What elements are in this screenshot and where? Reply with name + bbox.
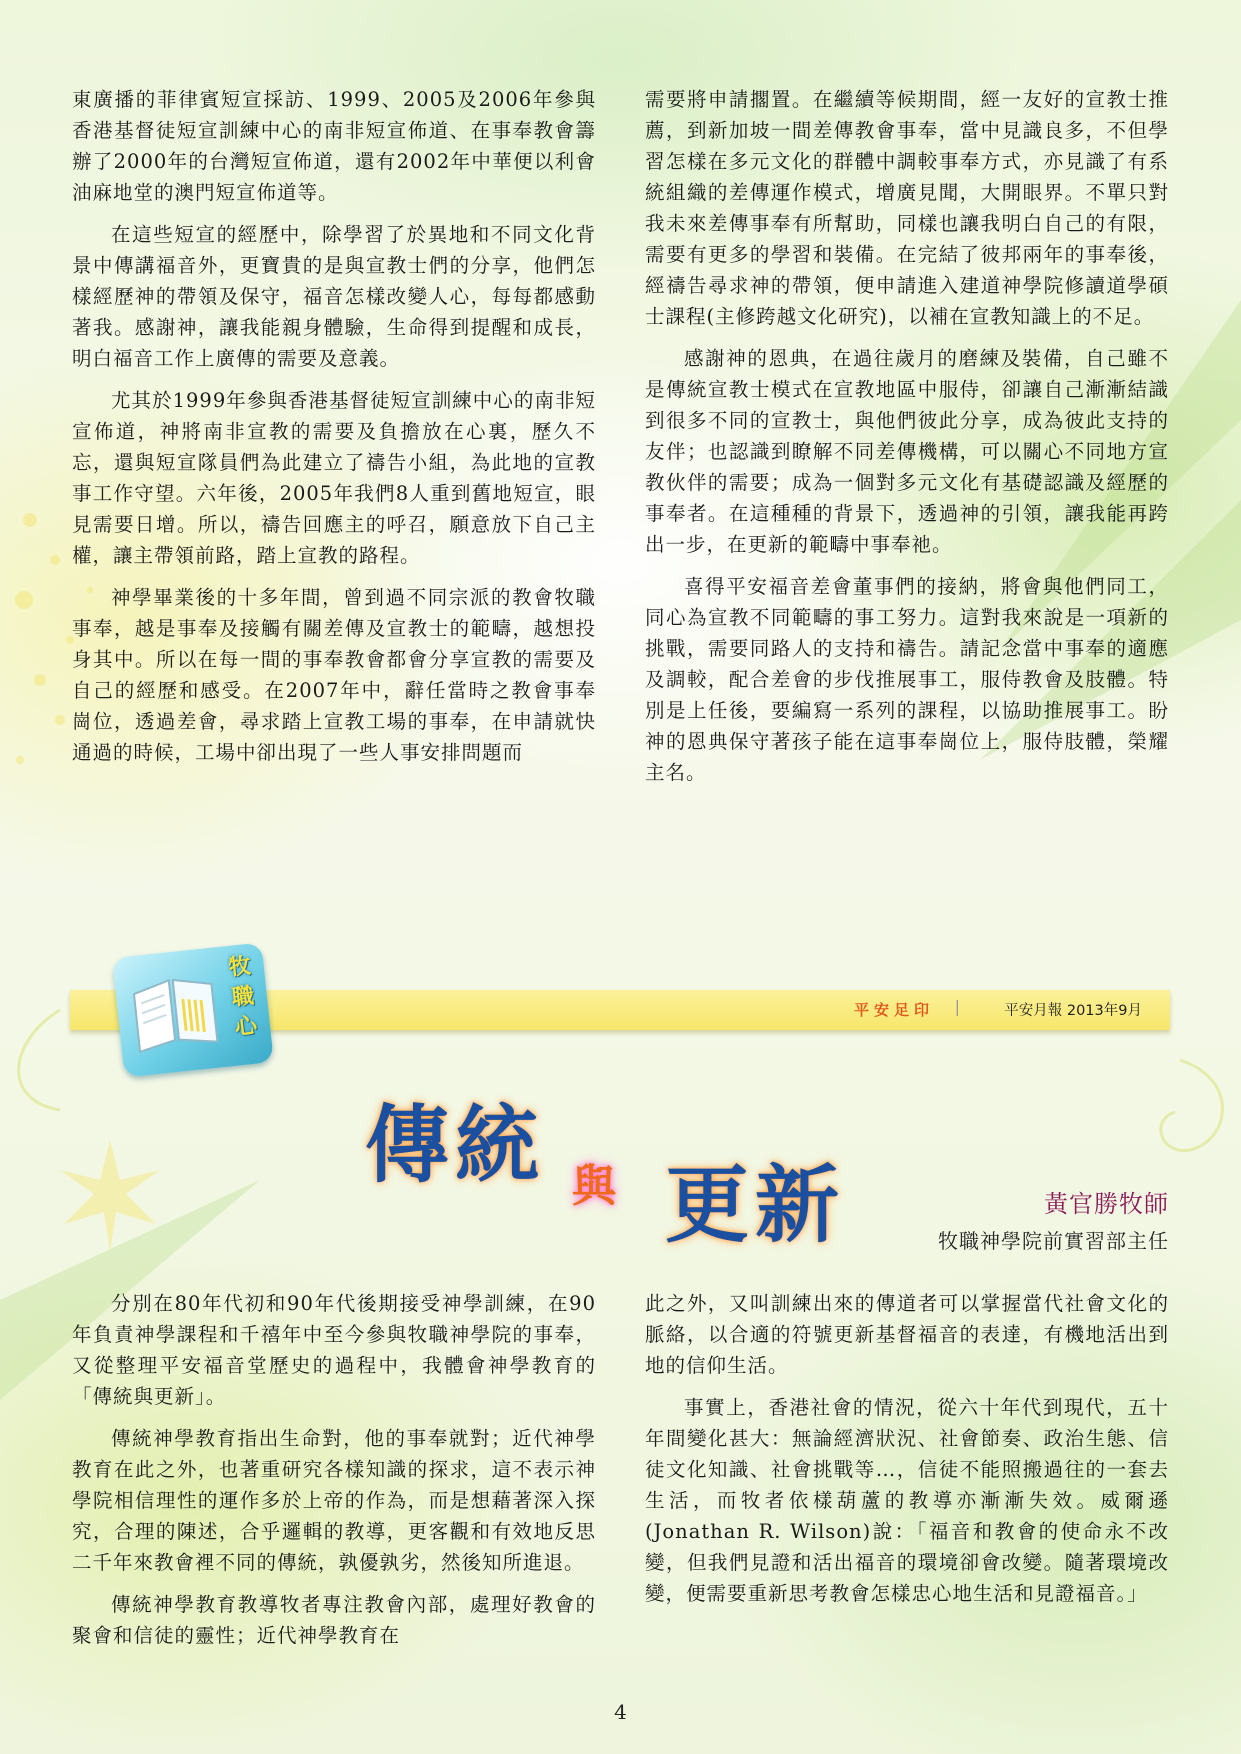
paragraph: 傳統神學教育指出生命對，他的事奉就對；近代神學教育在此之外，也著重研究各樣知識的探求，這不表示神學院相信理性的運作多於上帝的作為，而是想藉著深入探究，合理的陳述，合乎邏輯的教導，更客觀和有效地反思二千年來教會裡不同的傳統，孰優孰劣，然後知所進退。 [72, 1427, 596, 1574]
paragraph: 感謝神的恩典，在過往歲月的磨練及裝備，自己雖不是傳統宣教士模式在宣教地區中服侍，卻讓自己漸漸結識到很多不同的宣教士，與他們彼此分享，成為彼此支持的友伴；也認識到瞭解不同差傳機構，可以關心不同地方宣教伙伴的需要；成為一個對多元文化有基礎認識及經歷的事奉者。在這種種的背景下，透過神的引領，讓我能再跨出一步，在更新的範疇中事奉祂。 [645, 347, 1169, 556]
paragraph: 東廣播的菲律賓短宣採訪、1999、2005及2006年參與香港基督徒短宣訓練中心的南非短宣佈道、在事奉教會籌辦了2000年的台灣短宣佈道，還有2002年中華便以利會油麻地堂的澳門短宣佈道等。 [72, 88, 596, 204]
article-continued-left-column [72, 84, 596, 779]
paragraph: 事實上，香港社會的情況，從六十年代到現代，五十年間變化甚大：無論經濟狀況、社會節奏、政治生態、信徒文化知識、社會挑戰等…，信徒不能照搬過往的一套去生活，而牧者依樣葫蘆的教導亦漸漸失效。威爾遜(Jonathan R. Wilson)說：「福音和教會的使命永不改變，但我們見證和活出福音的環境卻會改變。隨著環境改變，便需要重新思考教會怎樣忠心地生活和見證福音。」 [645, 1396, 1169, 1605]
badge-label [224, 951, 261, 1043]
open-book-icon [128, 966, 222, 1059]
badge-char: 職 [230, 983, 256, 1011]
badge-char: 牧 [227, 953, 253, 981]
title-char: 統 [455, 1096, 540, 1194]
title-char: 新 [755, 1156, 840, 1254]
banner-separator: | [954, 997, 960, 1016]
badge-char: 心 [233, 1013, 259, 1041]
paragraph: 在這些短宣的經歷中，除學習了於異地和不同文化背景中傳講福音外，更寶貴的是與宣教士們的分享，他們怎樣經歷神的帶領及保守，福音怎樣改變人心，每每都感動著我。感謝神，讓我能親身體驗，生命得到提醒和成長，明白福音工作上廣傳的需要及意義。 [72, 223, 596, 370]
page-number: 4 [614, 1700, 627, 1724]
paragraph: 神學畢業後的十多年間，曾到過不同宗派的教會牧職事奉，越是事奉及接觸有關差傳及宣教士的範疇，越想投身其中。所以在每一間的事奉教會都會分享宣教的需要及自己的經歷和感受。在2007年中，辭任當時之教會事奉崗位，透過差會，尋求踏上宣教工場的事奉，在申請就快通過的時候，工場中卻出現了一些人事安排問題而 [72, 586, 596, 764]
paragraph: 尤其於1999年參與香港基督徒短宣訓練中心的南非短宣佈道，神將南非宣教的需要及負擔放在心裏，歷久不忘，還與短宣隊員們為此建立了禱告小組，為此地的宣教事工作守望。六年後，2005年我們8人重到舊地短宣，眼見需要日增。所以，禱告回應主的呼召，願意放下自己主權，讓主帶領前路，踏上宣教的路程。 [72, 389, 596, 567]
title-char: 更 [665, 1156, 750, 1254]
section-title: 平安足印 [853, 1001, 934, 1019]
article-left-column [72, 1288, 596, 1662]
paragraph: 此之外，又叫訓練出來的傳道者可以掌握當代社會文化的脈絡，以合適的符號更新基督福音的表達，有機地活出到地的信仰生活。 [645, 1292, 1169, 1377]
issue-label: 平安月報 2013年9月 [1004, 1003, 1142, 1019]
paragraph: 喜得平安福音差會董事們的接納，將會與他們同工，同心為宣教不同範疇的事工努力。這對我來說是一項新的挑戰，需要同路人的支持和禱告。請記念當中事奉的適應及調較，配合差會的步伐推展事工，服侍教會及肢體。特別是上任後，要編寫一系列的課程，以協助推展事工。盼神的恩典保守著孩子能在這事奉崗位上，服侍肢體，榮耀主名。 [645, 575, 1169, 784]
article-right-column [645, 1288, 1169, 1620]
article-continued-right-column [645, 84, 1169, 799]
author-block [938, 1184, 1169, 1254]
paragraph: 需要將申請擱置。在繼續等候期間，經一友好的宣教士推薦，到新加坡一間差傳教會事奉，當中見識良多，不但學習怎樣在多元文化的群體中調較事奉方式，亦見識了有系統組織的差傳運作模式，增廣見聞，大開眼界。不單只對我未來差傳事奉有所幫助，同樣也讓我明白自己的有限，需要有更多的學習和裝備。在完結了彼邦兩年的事奉後，經禱告尋求神的帶領，便申請進入建道神學院修讀道學碩士課程(主修跨越文化研究)，以補在宣教知識上的不足。 [645, 88, 1169, 328]
author-role: 牧職神學院前實習部主任 [938, 1229, 1169, 1253]
author-name: 黃官勝牧師 [1044, 1190, 1169, 1218]
paragraph: 傳統神學教育教導牧者專注教會內部，處理好教會的聚會和信徒的靈性；近代神學教育在 [72, 1593, 596, 1647]
column-badge [112, 942, 274, 1077]
title-connector: 與 [572, 1161, 616, 1212]
paragraph: 分別在80年代初和90年代後期接受神學訓練，在90年負責神學課程和千禧年中至今參與牧職神學院的事奉，又從整理平安福音堂歷史的過程中，我體會神學教育的「傳統與更新」。 [72, 1292, 596, 1408]
title-char: 傳 [365, 1096, 450, 1194]
